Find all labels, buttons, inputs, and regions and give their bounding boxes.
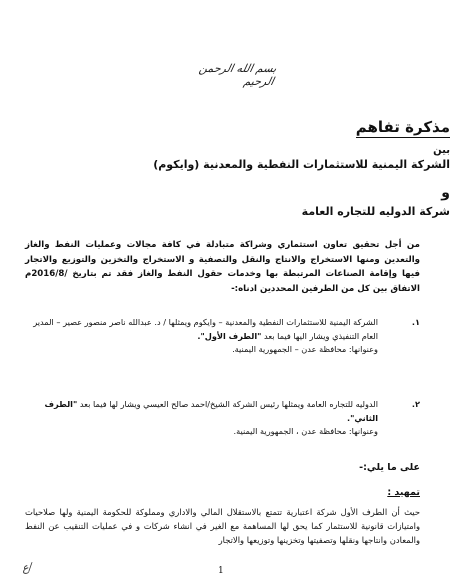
party-item-role: "الطرف الثاني". (44, 399, 378, 423)
conjunction: و (441, 185, 450, 201)
party-item-body (25, 398, 378, 439)
document-title (0, 118, 450, 136)
preamble-heading: تمهيد : (387, 487, 420, 498)
party-item-address: وعنوانها: محافظة عدن ، الجمهورية اليمنية. (233, 426, 378, 436)
document-title-text: مذكرة تفاهم (355, 118, 450, 136)
intro-paragraph: من أجل تحقيق تعاون استثماري وشراكة متبادلة في كافة مجالات وعمليات النفط والغاز والتعدين ومنها الاستخراج والانتاج والنقل والتصفية و الاستخراج والتخزين والتوزيع والاتجار فيها وإقامة الصناعات المرتبطة بها وخدمات حقول النفط والغاز فقد تم بتاريخ /2016/8م الاتفاق بين كل من الطرفين المحددين ادناه:- (25, 240, 420, 294)
party-one-name: الشركة اليمنية للاستثمارات النفطية والمعدنية (وايكوم) (153, 158, 450, 171)
party-item-1 (25, 316, 420, 357)
page-number: 1 (218, 566, 224, 576)
party-item-number: ١. (411, 317, 420, 327)
party-item-role: "الطرف الأول". (197, 330, 262, 341)
party-item-2 (25, 398, 420, 439)
party-item-address: وعنوانها: محافظة عدن – الجمهورية اليمنية. (232, 344, 378, 354)
party-item-number: ٢. (411, 399, 420, 409)
party-item-text: الدوليه للتجاره العامة ويمثلها رئيس الشركة الشيخ/احمد صالح العيسي ويشار لها فيما بعد (79, 399, 378, 409)
preamble-paragraph: حيث أن الطرف الأول شركة اعتبارية تتمتع بالاستقلال المالي والاداري ومملوكة للحكومة اليمنية ولها صلاحيات وامتيازات قانونية للاستثمار كما يحق لها المساهمة مع الغير في انشاء شركات و في عمليات التنقيب عن النفط والمعادن وانتاجها ونقلها وتصفيتها وتخزينها وتوزيعها والاتجار (25, 507, 420, 545)
party-item-body (25, 316, 378, 357)
between-label: بين (433, 145, 450, 156)
agreed-heading: على ما يلي:- (359, 462, 420, 473)
party-item-text: الشركة اليمنية للاستثمارات النفطية والمعدنية – وايكوم ويمثلها / د. عبدالله ناصر منصور عصير – المدير العام التنفيذي ويشار اليها فيما بعد (33, 317, 378, 341)
party-two-name: شركة الدوليه للتجاره العامة (301, 205, 450, 218)
signature-mark: ع/ (21, 560, 34, 575)
basmala-calligraphy: بسم الله الرحمن الرحيم (197, 62, 278, 88)
